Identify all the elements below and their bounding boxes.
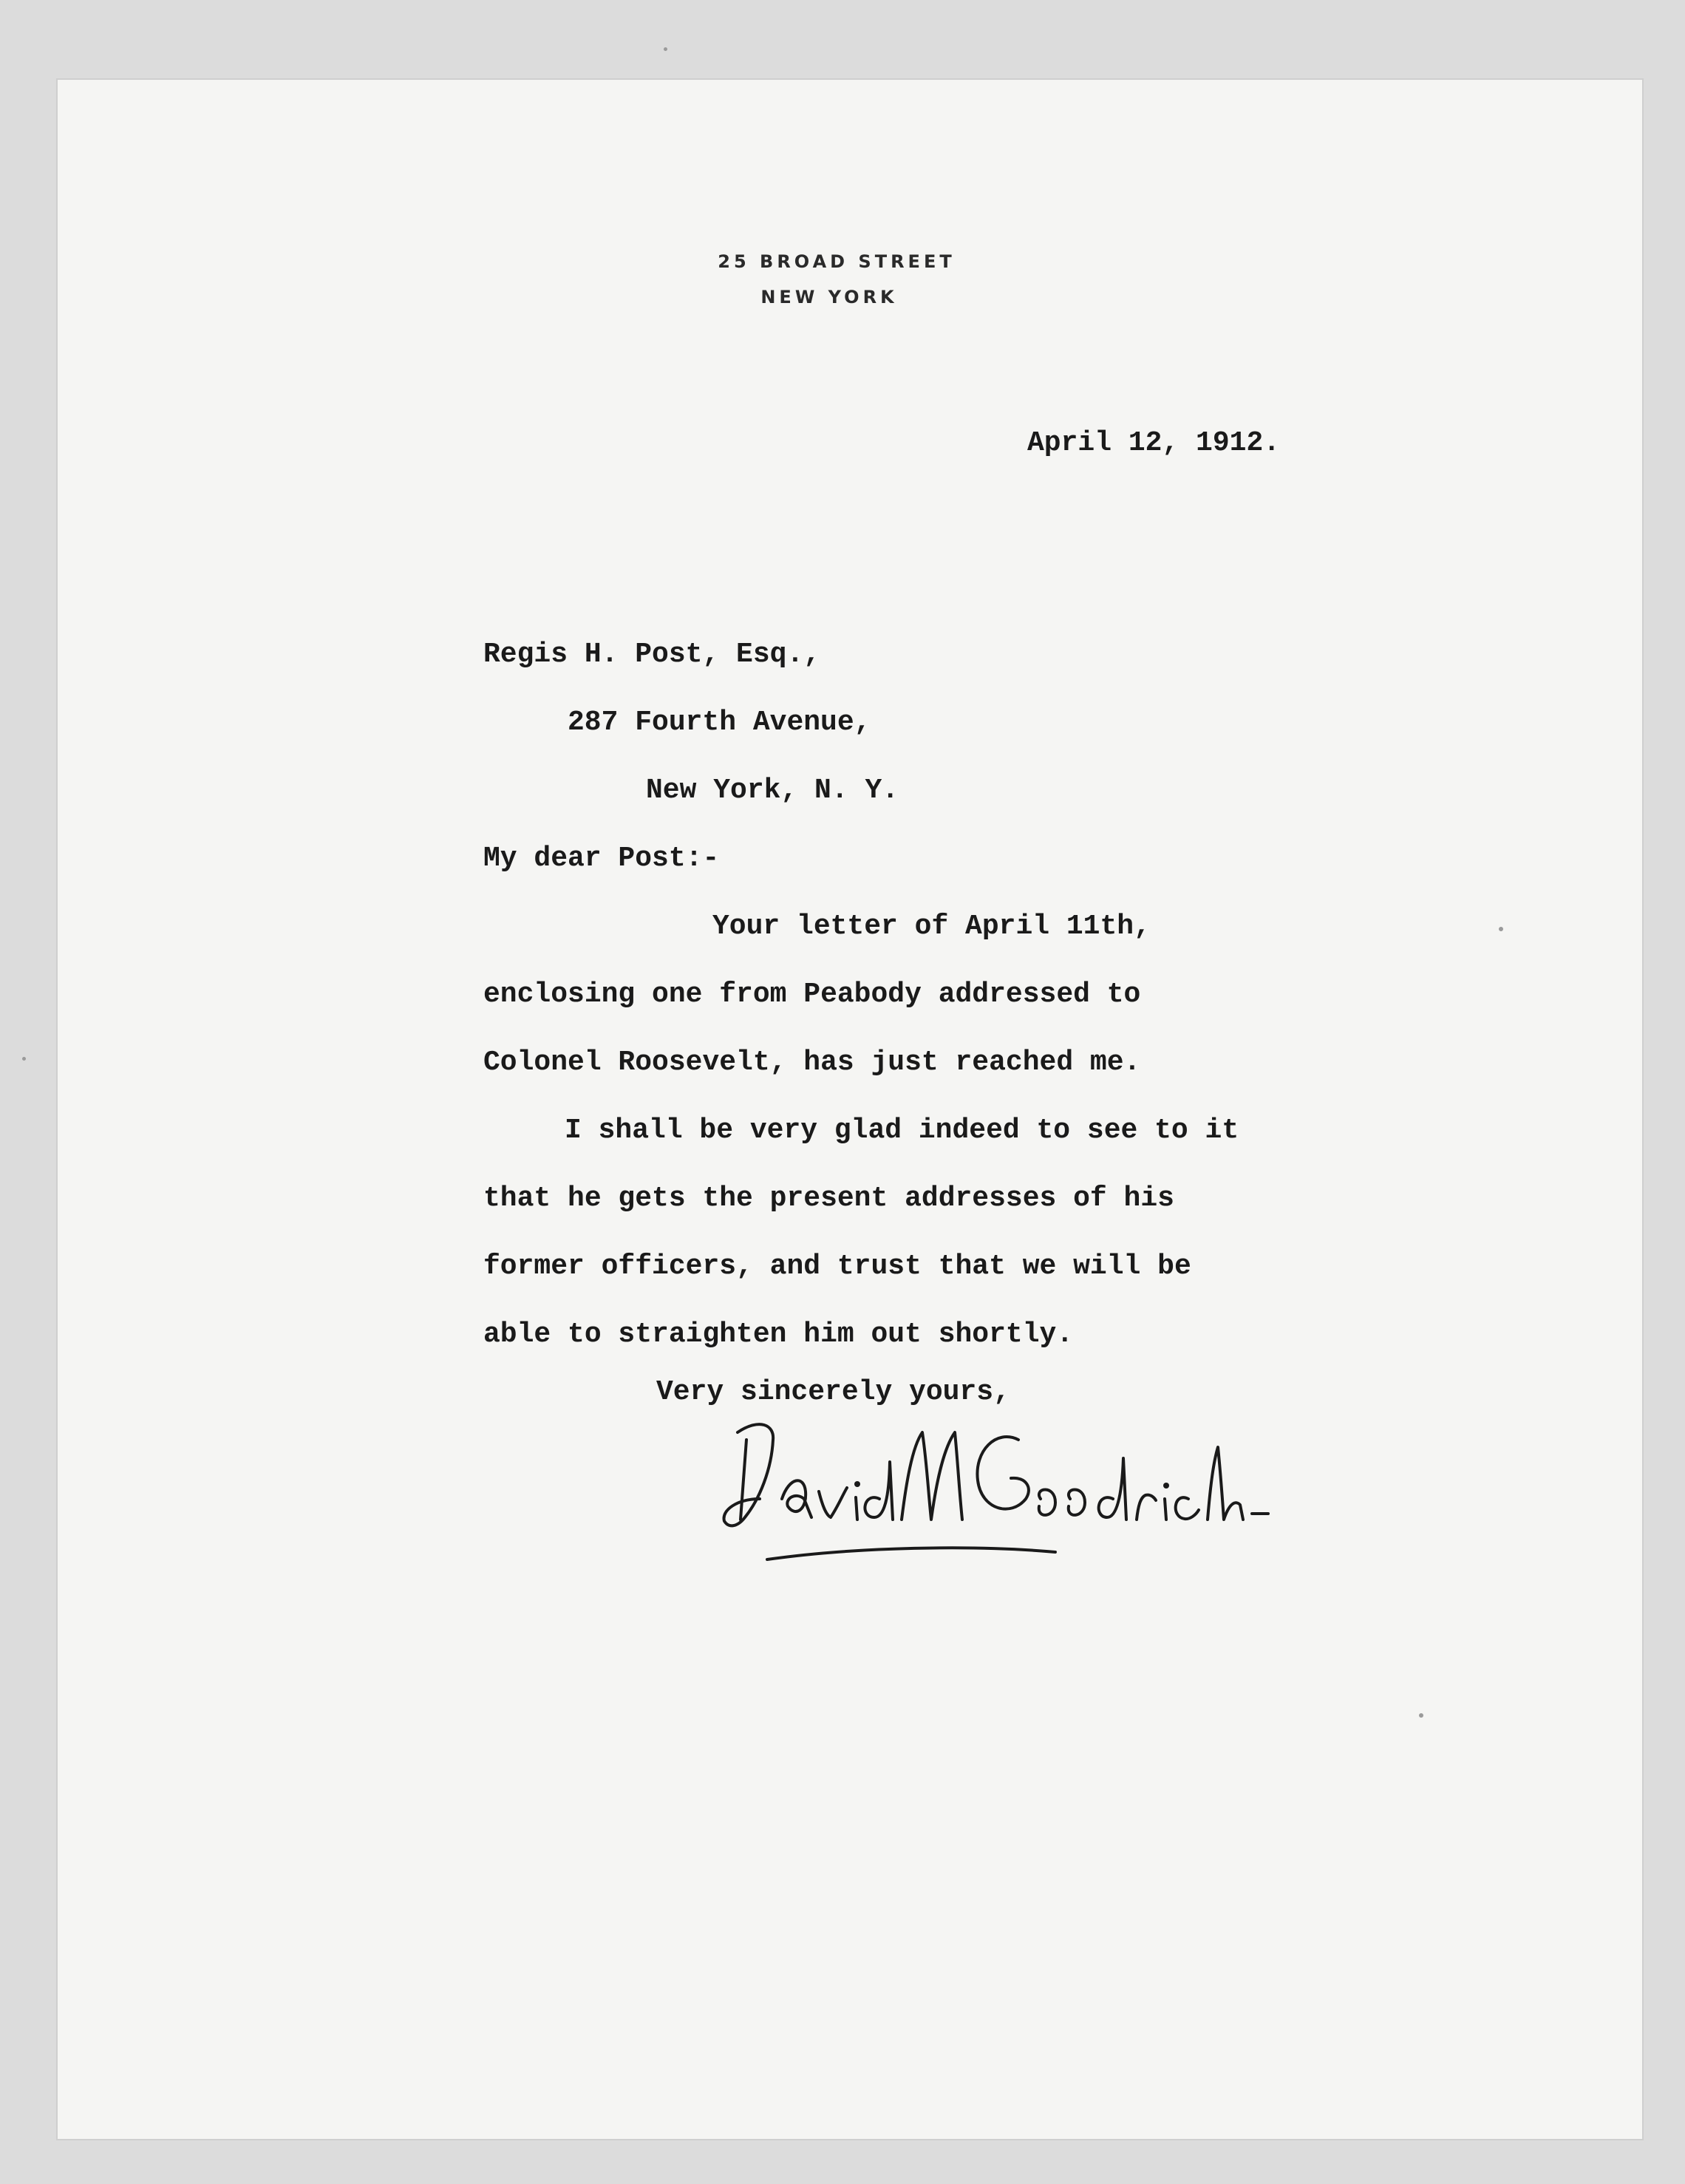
- scan-speck: [664, 47, 667, 51]
- recipient-city: New York, N. Y.: [646, 775, 899, 806]
- paragraph2-line3: former officers, and trust that we will be: [483, 1251, 1191, 1282]
- scan-speck: [22, 1057, 26, 1061]
- paragraph2-line1: I shall be very glad indeed to see to it: [565, 1115, 1239, 1146]
- paragraph1-line3: Colonel Roosevelt, has just reached me.: [483, 1047, 1141, 1078]
- signature-image: [708, 1388, 1270, 1580]
- letterhead-city: NEW YORK: [760, 287, 898, 307]
- recipient-name: Regis H. Post, Esq.,: [483, 639, 821, 670]
- recipient-street: 287 Fourth Avenue,: [568, 707, 871, 738]
- letter-date: April 12, 1912.: [1027, 427, 1281, 459]
- paragraph2-line2: that he gets the present addresses of his: [483, 1183, 1174, 1214]
- paragraph1-line1: Your letter of April 11th,: [712, 911, 1151, 942]
- letterhead-street: 25 BROAD STREET: [718, 251, 956, 272]
- salutation: My dear Post:-: [483, 843, 720, 874]
- scan-speck: [1419, 1713, 1423, 1718]
- paragraph1-line2: enclosing one from Peabody addressed to: [483, 979, 1141, 1010]
- paragraph2-line4: able to straighten him out shortly.: [483, 1319, 1074, 1350]
- letter-page: [58, 80, 1642, 2139]
- scan-speck: [1499, 927, 1503, 931]
- closing: Very sincerely yours,: [656, 1376, 1010, 1408]
